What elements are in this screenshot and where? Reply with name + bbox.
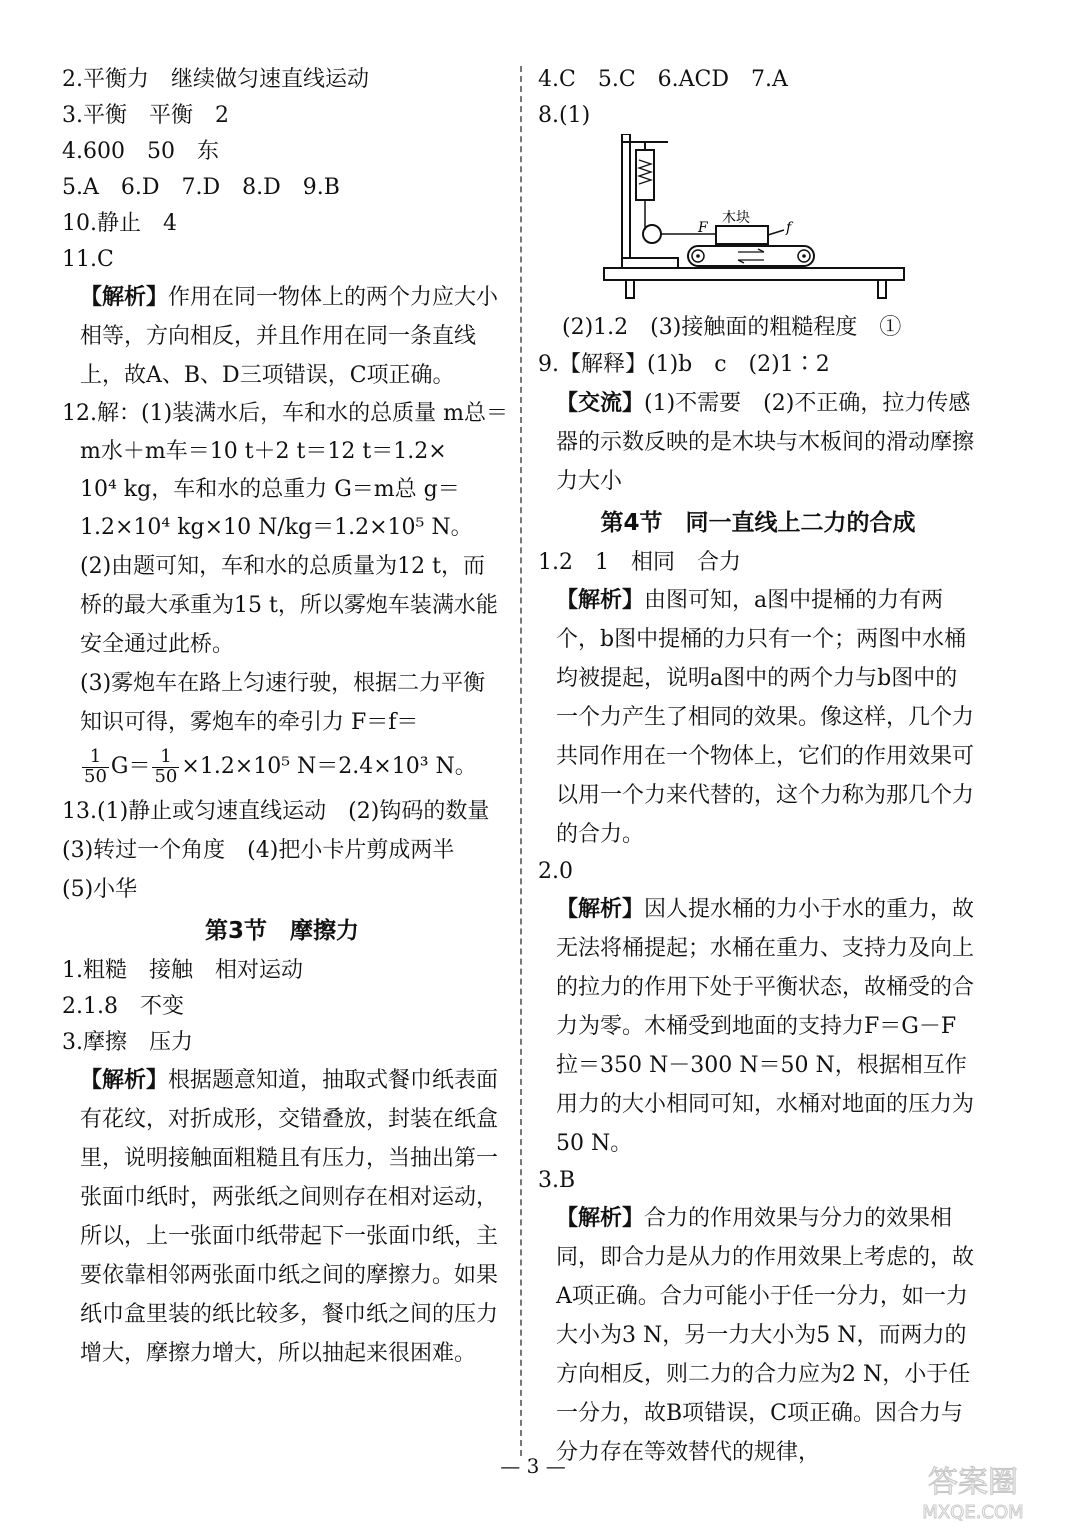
section-4-title: 第4节 同一直线上二力的合成 (600, 510, 916, 536)
answer-8-parts: (2)1.2 (3)接触面的粗糙程度 ① (562, 315, 902, 340)
sec3-answer-3: 3.摩擦 压力 (62, 1030, 193, 1055)
analysis-text: 根据题意知道，抽取式餐巾纸表面有花纹，对折成形，交错叠放，封装在纸盒里，说明接触面粗糙且有压力，当抽出第一张面巾纸时，两张纸之间则存在相对运动，所以，上一张面巾纸带起下一张面巾纸，主要依靠相邻两张面巾纸之间的摩擦力。如果纸巾盒里装的纸比较多，餐巾纸之间的压力增大，摩擦力增大，所以抽起来很困难。 (80, 1068, 499, 1366)
analysis-tag: 【解析】 (80, 1068, 169, 1093)
spring-scale (636, 150, 654, 200)
answer-4: 4.600 50 东 (62, 139, 219, 164)
fraction-numerator: 1 (152, 748, 179, 768)
answer-12-line2: m水＋m车＝10 t＋2 t＝12 t＝1.2× (80, 439, 447, 464)
analysis-tag: 【解析】 (556, 588, 645, 613)
stand-pole (622, 134, 630, 264)
answer-12-line1: 12.解：(1)装满水后，车和水的总质量 m总＝ (62, 401, 509, 426)
analysis-text: 因人提水桶的力小于水的重力，故无法将桶提起；水桶在重力、支持力及向上的拉力的作用下处于平衡状态，故桶受的合力为零。木桶受到地面的支持力F＝G－F拉＝350 N－300 N＝50 N，根据相互作用力的大小相同可知，水桶对地面的压力为50 N。 (556, 897, 975, 1156)
fraction-numerator: 1 (82, 748, 109, 768)
wooden-block (716, 226, 768, 244)
answer-5-9: 5.A 6.D 7.D 8.D 9.B (62, 175, 340, 200)
answer-9: 9.【解释】(1)b c (2)1∶2 (538, 352, 830, 377)
equation-g: G＝ (110, 754, 151, 779)
fraction-1-50 (82, 745, 109, 787)
fraction-1-50-b (152, 745, 179, 787)
section-3-title: 第3节 摩擦力 (204, 918, 359, 944)
table-top (604, 268, 904, 280)
sensor-base (622, 258, 678, 268)
watermark-url: MXQE.COM (922, 1502, 1024, 1523)
sec3-answer-1: 1.粗糙 接触 相对运动 (62, 958, 303, 983)
sec4-answer-3: 3.B (538, 1168, 576, 1193)
answer-10: 10.静止 4 (62, 211, 177, 236)
answer-11: 11.C (62, 247, 114, 272)
sec4-answer-2: 2.0 (538, 859, 573, 884)
sec4-answer-1: 1.2 1 相同 合力 (538, 550, 741, 575)
analysis-text: 合力的作用效果与分力的效果相同，即合力是从力的作用效果上考虑的，故A项正确。合力可能小于任一分力，如一力大小为3 N，另一力大小为5 N，而两力的方向相反，则二力的合力应为2 N，小于任一分力，故B项错误，C项正确。因合力与分力存在等效替代的规律， (556, 1206, 975, 1465)
right-column (538, 62, 978, 1472)
table-leg-left (626, 280, 634, 298)
fraction-denominator: 50 (84, 765, 107, 787)
fraction-denominator: 50 (154, 765, 178, 787)
table-leg-right (878, 280, 886, 298)
page-number: — 3 — (500, 1454, 566, 1478)
exchange-text: (1)不需要 (2)不正确，拉力传感器的示数反映的是木块与木板间的滑动摩擦力大小 (556, 391, 975, 494)
analysis-tag: 【解析】 (556, 897, 645, 922)
watermark-text: 答案圈 (928, 1465, 1018, 1500)
force-label-F: F (698, 220, 708, 236)
answer-12-part3: (3)雾炮车在路上匀速行驶，根据二力平衡知识可得，雾炮车的牵引力 F＝f＝ (80, 671, 486, 735)
answer-2: 2.平衡力 继续做匀速直线运动 (62, 67, 369, 92)
answer-12-line3: 10⁴ kg，车和水的总重力 G＝m总 g＝ (80, 477, 460, 502)
answer-13: 13.(1)静止或匀速直线运动 (2)钩码的数量 (3)转过一个角度 (4)把小卡片剪成两半 (5)小华 (62, 799, 512, 902)
analysis-tag: 【解析】 (556, 1206, 645, 1231)
answer-3: 3.平衡 平衡 2 (62, 103, 229, 128)
force-label-f: f (786, 220, 792, 236)
answer-4-7: 4.C 5.C 6.ACD 7.A (538, 67, 788, 92)
analysis-text: 作用在同一物体上的两个力应大小相等，方向相反，并且作用在同一条直线上，故A、B、D三项错误，C项正确。 (80, 285, 499, 388)
answer-12-line4: 1.2×10⁴ kg×10 N/kg＝1.2×10⁵ N。 (80, 515, 473, 540)
analysis-11 (62, 278, 502, 395)
apparatus-svg (538, 134, 978, 310)
answer-12-equation (62, 742, 502, 792)
sec4-analysis-1 (538, 581, 978, 854)
conveyor-belt (688, 246, 814, 266)
block-label: 木块 (722, 210, 750, 226)
sec3-answer-2: 2.1.8 不变 (62, 994, 184, 1019)
analysis-text: 由图可知，a图中提桶的力有两个，b图中提桶的力只有一个；两图中水桶均被提起，说明a图中的两个力与b图中的一个力产生了相同的效果。像这样，几个力共同作用在一个物体上，它们的作用效果可以用一个力来代替的，这个力称为那几个力的合力。 (556, 588, 975, 847)
left-column (62, 62, 512, 1373)
exchange-tag: 【交流】 (556, 391, 645, 416)
column-divider (520, 66, 522, 1456)
exchange-9 (538, 384, 978, 501)
equation-tail: ×1.2×10⁵ N＝2.4×10³ N。 (181, 754, 477, 779)
sec4-analysis-2 (538, 890, 978, 1163)
answer-12-part2: (2)由题可知，车和水的总质量为12 t，而桥的最大承重为15 t，所以雾炮车装满水能安全通过此桥。 (80, 554, 498, 657)
watermark-logo (888, 1456, 1058, 1526)
friction-apparatus-diagram (538, 134, 978, 310)
analysis-tag: 【解析】 (80, 285, 169, 310)
answer-8-label: 8.(1) (538, 103, 591, 128)
sec4-analysis-3 (538, 1199, 978, 1472)
sec3-analysis-3 (62, 1061, 502, 1373)
